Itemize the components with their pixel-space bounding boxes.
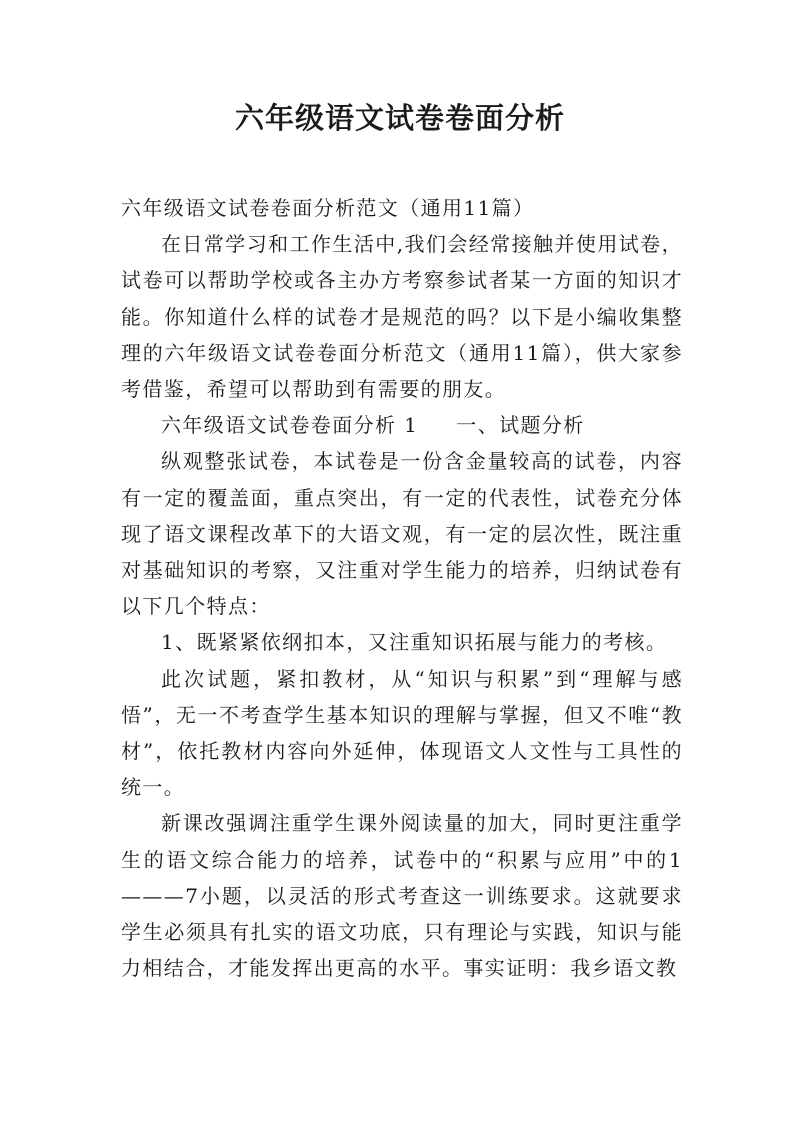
paragraph-textbook: 此次试题，紧扣教材，从“知识与积累”到“理解与感悟”，无一不考查学生基本知识的理解与掌握，但又不唯“教材”，依托教材内容向外延伸，体现语文人文性与工具性的统一。 <box>121 666 683 800</box>
section-heading-label: 六年级语文试卷卷面分析 1 <box>161 413 419 438</box>
paragraph-intro: 在日常学习和工作生活中,我们会经常接触并使用试卷，试卷可以帮助学校或各主办方考察参试者某一方面的知识才能。你知道什么样的试卷才是规范的吗？以下是小编收集整理的六年级语文试卷卷面分析范文（通用11篇），供大家参考借鉴，希望可以帮助到有需要的朋友。 <box>121 232 683 402</box>
paragraph-point-1: 1、既紧紧依纲扣本，又注重知识拓展与能力的考核。 <box>161 630 668 655</box>
intro-line: 六年级语文试卷卷面分析范文（通用11篇） <box>121 196 535 220</box>
section-heading-line <box>121 407 683 443</box>
paragraph-overview: 纵观整张试卷，本试卷是一份含金量较高的试卷，内容有一定的覆盖面，重点突出，有一定的代表性，试卷充分体现了语文课程改革下的大语文观，有一定的层次性，既注重对基础知识的考察，又注重对学生能力的培养，归纳试卷有以下几个特点： <box>121 449 683 619</box>
document-body <box>121 190 683 986</box>
section-subheading: 一、试题分析 <box>456 413 585 438</box>
paragraph-reform: 新课改强调注重学生课外阅读量的加大，同时更注重学生的语文综合能力的培养，试卷中的“积累与应用”中的1———7小题，以灵活的形式考查这一训练要求。这就要求学生必须具有扎实的语文功底，只有理论与实践，知识与能力相结合，才能发挥出更高的水平。事实证明：我乡语文教 <box>121 811 683 981</box>
document-title: 六年级语文试卷卷面分析 <box>234 101 565 135</box>
